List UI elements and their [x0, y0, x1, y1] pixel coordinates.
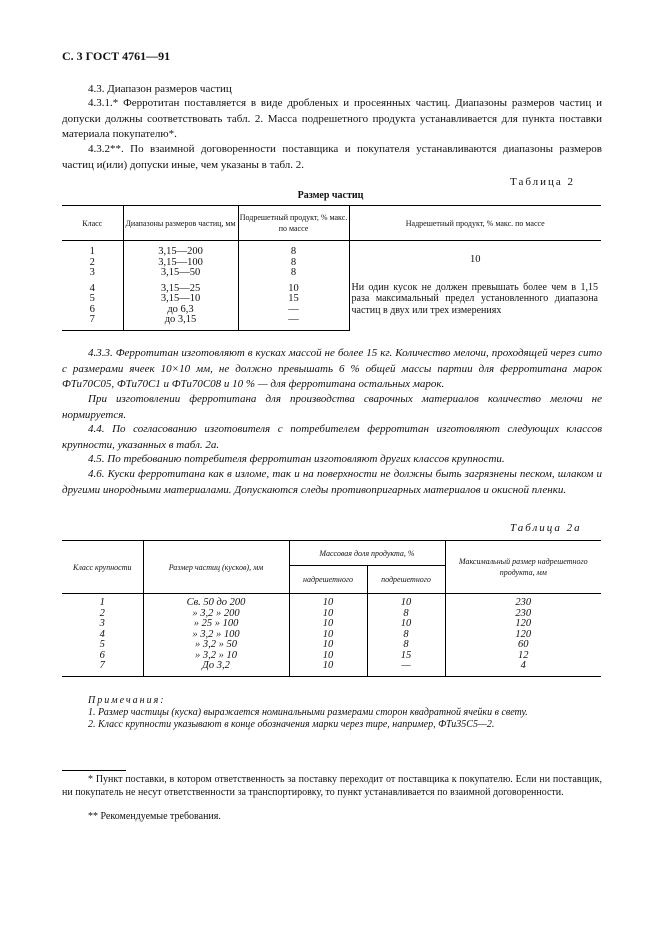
- t2a-class: 3: [99, 618, 105, 629]
- t2-class: 5: [89, 293, 95, 304]
- notes-block: [62, 695, 602, 731]
- t2a-header-mass-share: Массовая доля продукта, %: [289, 541, 445, 566]
- t2-class: 7: [62, 315, 123, 330]
- paragraph-4-6: 4.6. Куски ферротитана как в изломе, так и на поверхности не должны быть загрязнены песком, шлаком и другими инородными материалами. Допускаются следы противопригарных материалов и окисной пленки.: [62, 468, 602, 496]
- t2a-size: » 3,2 » 100: [143, 630, 289, 641]
- t2-under: 10: [238, 279, 349, 295]
- table-2a-row: [62, 661, 601, 676]
- t2a-max: 120: [445, 630, 601, 641]
- t2a-size: Св. 50 до 200: [143, 594, 289, 609]
- paragraph-welding: При изготовлении ферротитана для производства сварочных материалов количество мелочи не нормируется.: [62, 393, 602, 421]
- t2a-over: 10: [289, 609, 367, 620]
- t2a-size: » 25 » 100: [143, 619, 289, 630]
- t2-class: 2: [89, 256, 95, 268]
- t2-over-group-2: Ни один кусок не должен превышать более чем в 1,15 раза максимальный предел установленного диапазона частиц в двух или трех измерениях: [349, 279, 601, 331]
- t2-range: до 6,3: [123, 305, 238, 316]
- t2a-over: 10: [289, 594, 367, 609]
- t2a-max: 230: [445, 609, 601, 620]
- t2a-max: 120: [445, 619, 601, 630]
- t2a-class: 1: [99, 597, 105, 608]
- table-2-header-under: Подрешетный продукт, % макс. по массе: [238, 206, 349, 241]
- t2a-over: 10: [289, 619, 367, 630]
- t2a-header-max-size: Максимальный размер надрешетного продукта, мм: [445, 541, 601, 594]
- t2a-max: 4: [445, 661, 601, 676]
- t2a-size: » 3,2 » 50: [143, 640, 289, 651]
- paragraph-4-3-2: 4.3.2**. По взаимной договоренности поставщика и покупателя устанавливаются диапазоны размеров частиц и(или) допуски иные, чем указаны в табл. 2.: [62, 143, 602, 171]
- note-item: 2. Класс крупности указывают в конце обозначения марки через тире, например, ФТи35С5—2.: [88, 719, 495, 730]
- table-2-label: Таблица 2: [510, 176, 576, 188]
- t2a-max: 60: [445, 640, 601, 651]
- t2-class: 3: [89, 267, 95, 278]
- t2a-under: 8: [367, 640, 445, 651]
- t2-class: 6: [89, 303, 95, 315]
- t2a-header-size: Размер частиц (кусков), мм: [143, 541, 289, 594]
- table-2-row: [62, 279, 601, 295]
- t2a-under: 15: [367, 651, 445, 662]
- paragraph-4-5: 4.5. По требованию потребителя ферротитан изготовляют других классов крупности.: [88, 453, 505, 465]
- t2-over-group-1: 10: [349, 241, 601, 279]
- t2a-over: 10: [289, 651, 367, 662]
- table-2a-label: Таблица 2а: [510, 522, 582, 534]
- t2-under: 8: [238, 268, 349, 279]
- t2-class: 4: [89, 282, 95, 294]
- table-2-title: Размер частиц: [297, 190, 364, 201]
- t2a-header-class: Класс крупности: [62, 541, 143, 594]
- t2a-under: 10: [367, 619, 445, 630]
- t2a-under: 8: [367, 630, 445, 641]
- t2a-class: 2: [99, 607, 105, 619]
- footnote-1: * Пункт поставки, в котором ответственность за поставку переходит от поставщика к покупателю. Если ни поставщик, ни покупатель не несут ответственности за транспортировку, то пункт устанавливается по взаимной договоренности.: [62, 774, 602, 798]
- t2a-under: —: [367, 661, 445, 676]
- t2a-class: 4: [99, 628, 105, 640]
- t2-class: 1: [89, 246, 95, 257]
- table-2-header-row: [62, 206, 601, 241]
- t2a-class: 5: [99, 639, 105, 650]
- page-header: С. 3 ГОСТ 4761—91: [62, 49, 171, 63]
- table-2: [62, 205, 601, 331]
- table-2a-row: [62, 619, 601, 630]
- table-2a: [62, 540, 601, 677]
- table-2a-row: [62, 640, 601, 651]
- t2-under: —: [238, 315, 349, 330]
- t2a-class: 6: [99, 649, 105, 661]
- t2a-max: 230: [445, 594, 601, 609]
- t2a-under: 10: [367, 594, 445, 609]
- notes-title: Примечания:: [88, 695, 166, 706]
- t2-range: 3,15—200: [123, 241, 238, 258]
- t2a-over: 10: [289, 630, 367, 641]
- t2-range: 3,15—100: [123, 258, 238, 269]
- t2a-size: До 3,2: [143, 661, 289, 676]
- t2a-class: 7: [62, 661, 143, 676]
- table-2-row: [62, 241, 601, 258]
- t2a-header-under: подрешетного: [367, 566, 445, 594]
- note-item: 1. Размер частицы (куска) выражается номинальными размерами сторон квадратной ячейки в свету.: [88, 707, 528, 718]
- t2-range: 3,15—10: [123, 294, 238, 305]
- t2-under: —: [238, 305, 349, 316]
- paragraph-4-4: 4.4. По согласованию изготовителя с потребителем ферротитан изготовляют следующих классов крупности, указанных в табл. 2а.: [62, 423, 602, 451]
- t2a-over: 10: [289, 661, 367, 676]
- t2-range: 3,15—50: [123, 268, 238, 279]
- footnote-2: ** Рекомендуемые требования.: [88, 811, 221, 822]
- t2-under: 8: [238, 258, 349, 269]
- paragraph-4-3: 4.3. Диапазон размеров частиц: [88, 83, 232, 95]
- t2a-under: 8: [367, 609, 445, 620]
- table-2a-header-row: [62, 541, 601, 566]
- t2a-header-over: надрешетного: [289, 566, 367, 594]
- t2-under: 15: [238, 294, 349, 305]
- t2-range: до 3,15: [123, 315, 238, 330]
- t2a-size: » 3,2 » 200: [143, 609, 289, 620]
- t2a-over: 10: [289, 640, 367, 651]
- table-2-header-range: Диапазоны размеров частиц, мм: [123, 206, 238, 241]
- table-2a-row: [62, 594, 601, 609]
- t2a-max: 12: [445, 651, 601, 662]
- table-2-header-over: Надрешетный продукт, % макс. по массе: [349, 206, 601, 241]
- t2-range: 3,15—25: [123, 279, 238, 295]
- t2-under: 8: [238, 241, 349, 258]
- footnote-divider: [62, 770, 126, 771]
- paragraph-4-3-3: 4.3.3. Ферротитан изготовляют в кусках массой не более 15 кг. Количество мелочи, проходящей через сито с размерами ячеек 10×10 мм, не должно превышать 6 % общей массы партии для ферротитана марок ФТи70С05, ФТи70С1 и ФТи70С08 и 10 % — для ферротитана остальных марок.: [62, 347, 602, 390]
- t2a-size: » 3,2 » 10: [143, 651, 289, 662]
- table-2-header-class: Класс: [62, 206, 123, 241]
- paragraph-4-3-1: 4.3.1.* Ферротитан поставляется в виде дробленых и просеянных частиц. Диапазоны размеров частиц и допуски должны соответствовать табл. 2. Масса подрешетного продукта устанавливается для пункта поставки материала покупателю*.: [62, 97, 602, 140]
